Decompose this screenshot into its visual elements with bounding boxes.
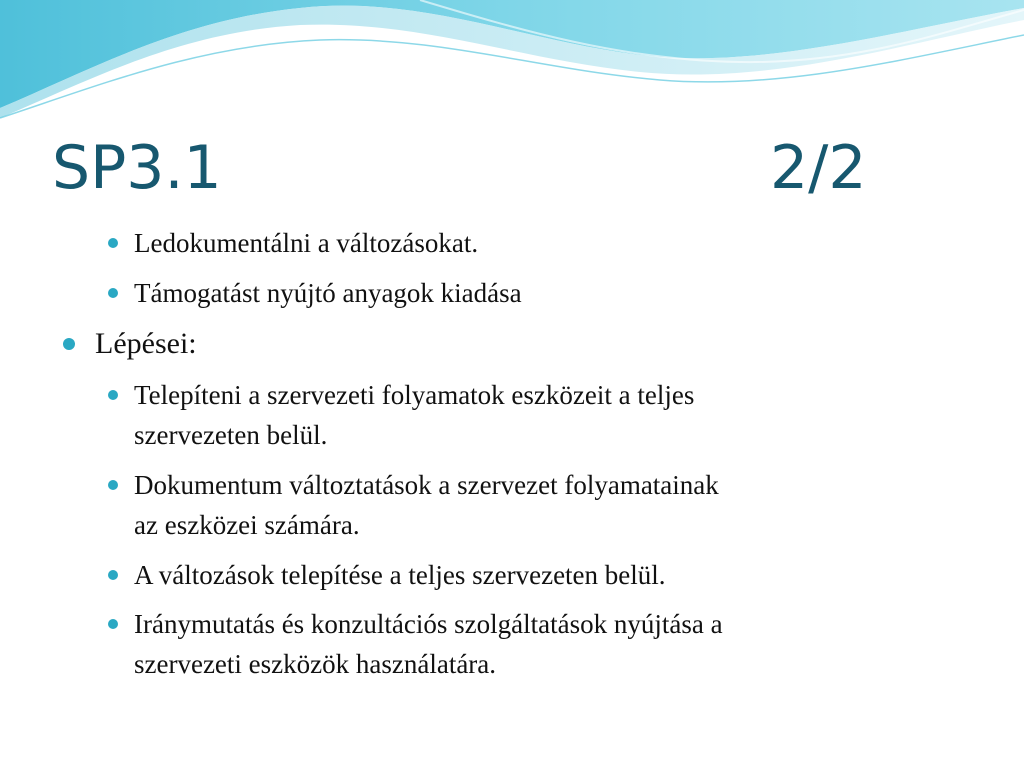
list-item-text: Ledokumentálni a változásokat. [134,228,479,258]
list-item-text: Támogatást nyújtó anyagok kiadása [134,278,522,308]
list-item-text: A változások telepítése a teljes szervezeten belül. [134,560,666,590]
list-item-text: szervezeten belül. [134,420,328,450]
list-item-text: Lépései: [95,327,197,360]
list-item-text: Telepíteni a szervezeti folyamatok eszközeit a teljes [134,380,695,410]
bullet-dot-icon [108,480,118,490]
bullet-dot-icon [108,288,118,298]
bullet-dot-icon [108,619,118,629]
bullet-dot-icon [63,338,75,350]
slide-title: SP3.1 [52,133,222,203]
bullet-dot-icon [108,390,118,400]
list-item-text: az eszközei számára. [134,510,360,540]
list-item-text: Iránymutatás és konzultációs szolgáltatások nyújtása a [134,609,723,639]
list-item-text: szervezeti eszközök használatára. [134,649,497,679]
bullet-dot-icon [108,238,118,248]
bullet-dot-icon [108,570,118,580]
list-item-text: Dokumentum változtatások a szervezet folyamatainak [134,470,719,500]
page-indicator: 2/2 [770,133,867,203]
